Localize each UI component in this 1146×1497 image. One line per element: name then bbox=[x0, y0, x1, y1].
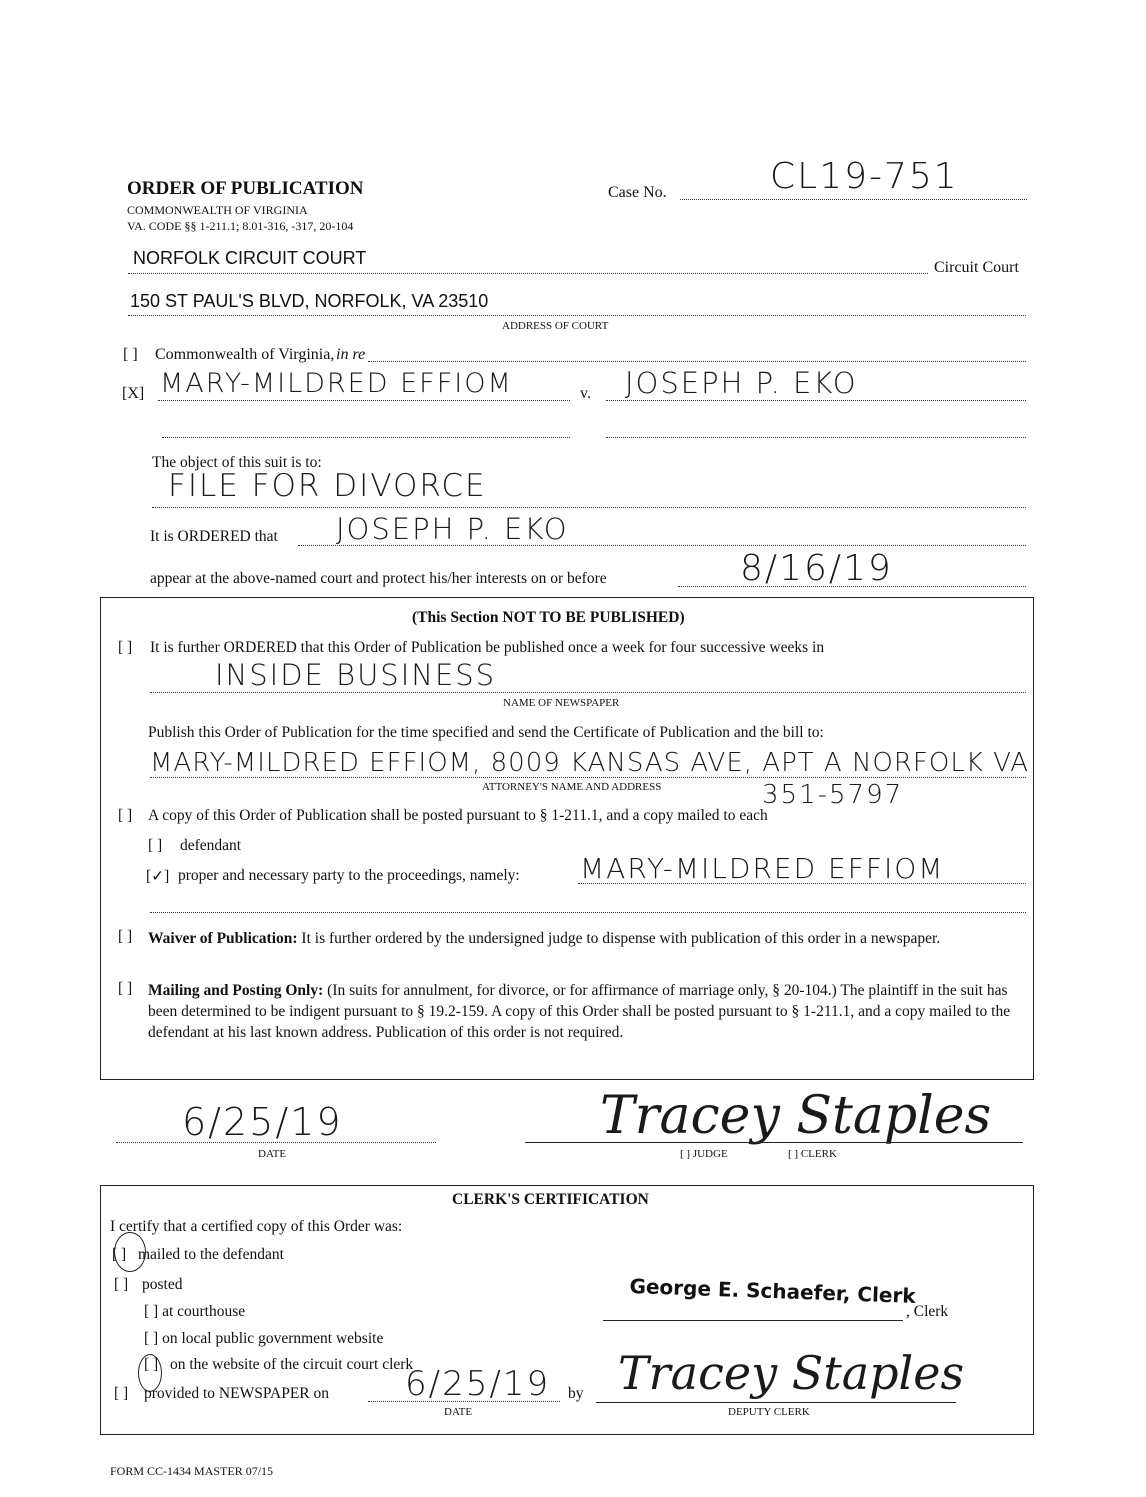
gov-website-option[interactable]: [ ] on local public government website bbox=[144, 1330, 384, 1347]
plaintiff-line bbox=[158, 400, 570, 401]
appear-text: appear at the above-named court and protect his/her interests on or before bbox=[150, 570, 607, 587]
publish-text: It is further ORDERED that this Order of Publication be published once a week for four successive weeks in bbox=[150, 639, 825, 656]
waiver-checkbox[interactable]: [ ] bbox=[118, 928, 133, 945]
plaintiff-line-2 bbox=[162, 437, 570, 438]
attorney-phone: 351-5797 bbox=[762, 780, 904, 810]
court-address: 150 ST PAUL'S BLVD, NORFOLK, VA 23510 bbox=[130, 291, 489, 311]
case-line bbox=[680, 199, 1027, 200]
circuit-website-label: on the website of the circuit court clerk bbox=[170, 1356, 414, 1373]
case-number: CL19-751 bbox=[770, 156, 959, 197]
newspaper-checkbox[interactable]: [ ] bbox=[114, 1385, 129, 1402]
defendant-name: JOSEPH P. EKO bbox=[625, 366, 858, 400]
mailing-title: Mailing and Posting Only: bbox=[148, 982, 324, 999]
court-name: NORFOLK CIRCUIT COURT bbox=[133, 248, 367, 268]
waiver-text: It is further ordered by the undersigned judge to dispense with publication of this order in a newspaper. bbox=[301, 930, 941, 947]
proper-checkbox[interactable]: [✓] bbox=[146, 868, 170, 885]
judge-signature: Tracey Staples bbox=[600, 1086, 992, 1146]
deputy-signature: Tracey Staples bbox=[618, 1346, 965, 1400]
newspaper-label: NAME OF NEWSPAPER bbox=[503, 697, 620, 709]
object-value: FILE FOR DIVORCE bbox=[168, 468, 487, 504]
newspaper-name: INSIDE BUSINESS bbox=[215, 658, 497, 692]
commonwealth-checkbox[interactable]: [ ] bbox=[123, 346, 138, 363]
signature-date-label: DATE bbox=[258, 1148, 287, 1160]
in-re-line bbox=[368, 361, 1026, 362]
posted-text: A copy of this Order of Publication shall be posted pursuant to § 1-211.1, and a copy mailed to each bbox=[148, 807, 768, 824]
unpublished-heading: (This Section NOT TO BE PUBLISHED) bbox=[412, 609, 685, 626]
mailed-checkbox[interactable]: [ ] bbox=[112, 1246, 127, 1263]
circuit-website-checkbox[interactable]: [ ] bbox=[144, 1356, 159, 1373]
mailing-checkbox[interactable]: [ ] bbox=[118, 980, 133, 997]
commonwealth-label: Commonwealth of Virginia, bbox=[155, 346, 335, 363]
signature-date-line bbox=[116, 1142, 436, 1143]
mailed-circle-mark bbox=[114, 1232, 146, 1272]
case-label: Case No. bbox=[608, 184, 667, 201]
waiver-paragraph bbox=[148, 928, 1018, 949]
certification-heading: CLERK'S CERTIFICATION bbox=[452, 1191, 649, 1208]
attorney-value: MARY-MILDRED EFFIOM, 8009 KANSAS AVE, APT A NORFOLK VA bbox=[150, 748, 1030, 778]
object-label: The object of this suit is to: bbox=[152, 454, 322, 471]
newspaper-date: 6/25/19 bbox=[405, 1364, 551, 1404]
proper-line-2 bbox=[150, 912, 1026, 913]
appear-date: 8/16/19 bbox=[740, 548, 893, 589]
mailed-label: mailed to the defendant bbox=[138, 1246, 284, 1263]
clerk-name-line bbox=[603, 1320, 903, 1321]
court-line bbox=[128, 273, 928, 274]
in-re-label: in re bbox=[336, 346, 366, 363]
defendant-line-2 bbox=[606, 437, 1026, 438]
attorney-line bbox=[150, 777, 1026, 778]
address-label: ADDRESS OF COURT bbox=[502, 320, 609, 332]
proper-label: proper and necessary party to the proceedings, namely: bbox=[178, 867, 520, 884]
ordered-value: JOSEPH P. EKO bbox=[336, 512, 569, 546]
cert-posted-label: posted bbox=[142, 1276, 183, 1293]
proper-value: MARY-MILDRED EFFIOM bbox=[580, 852, 945, 885]
judge-label: [ ] JUDGE bbox=[680, 1148, 728, 1160]
waiver-title: Waiver of Publication: bbox=[148, 930, 298, 947]
defendant-line bbox=[606, 400, 1026, 401]
by-label: by bbox=[568, 1385, 584, 1402]
plaintiff-name: MARY-MILDRED EFFIOM bbox=[160, 368, 513, 399]
signature-date: 6/25/19 bbox=[182, 1100, 343, 1144]
newspaper-date-label: DATE bbox=[444, 1406, 473, 1418]
versus-checkbox[interactable]: [X] bbox=[122, 385, 145, 402]
clerk-label: [ ] CLERK bbox=[788, 1148, 837, 1160]
form-number: FORM CC-1434 MASTER 07/15 bbox=[110, 1464, 274, 1478]
deputy-label: DEPUTY CLERK bbox=[728, 1406, 810, 1418]
defendant-checkbox[interactable]: [ ] bbox=[148, 837, 163, 854]
publish-checkbox[interactable]: [ ] bbox=[118, 639, 133, 656]
newspaper-provided-label: provided to NEWSPAPER on bbox=[144, 1385, 330, 1402]
form-subtitle: COMMONWEALTH OF VIRGINIA bbox=[127, 203, 308, 217]
court-suffix: Circuit Court bbox=[934, 259, 1019, 276]
courthouse-option[interactable]: [ ] at courthouse bbox=[144, 1303, 246, 1320]
clerk-stamp: George E. Schaefer, Clerk bbox=[629, 1274, 917, 1308]
mailing-paragraph bbox=[148, 980, 1018, 1043]
posted-checkbox[interactable]: [ ] bbox=[118, 807, 133, 824]
versus-label: v. bbox=[580, 385, 591, 402]
signature-line bbox=[525, 1142, 1023, 1143]
newspaper-line bbox=[150, 692, 1026, 693]
defendant-label: defendant bbox=[180, 837, 242, 854]
send-text: Publish this Order of Publication for the time specified and send the Certificate of Publication and the bill to: bbox=[148, 724, 824, 741]
address-line bbox=[128, 315, 1026, 316]
object-line bbox=[152, 507, 1026, 508]
deputy-line bbox=[596, 1402, 956, 1403]
clerk-suffix: , Clerk bbox=[906, 1303, 949, 1320]
form-title: ORDER OF PUBLICATION bbox=[127, 178, 364, 199]
certification-intro: I certify that a certified copy of this Order was: bbox=[110, 1218, 403, 1235]
ordered-label: It is ORDERED that bbox=[150, 528, 278, 545]
attorney-label: ATTORNEY'S NAME AND ADDRESS bbox=[482, 781, 662, 793]
mailing-text: (In suits for annulment, for divorce, or for affirmance of marriage only, § 20-104.) The plaintiff in the suit has been determined to be indigent pursuant to § 19.2-159. A copy of this Order shall be posted pursuant to § 1-211.1, and a copy mailed to the defendant at his last known address. Publication of this order is not required. bbox=[148, 982, 1011, 1041]
form-code: VA. CODE §§ 1-211.1; 8.01-316, -317, 20-104 bbox=[127, 219, 354, 233]
cert-posted-checkbox[interactable]: [ ] bbox=[114, 1276, 129, 1293]
